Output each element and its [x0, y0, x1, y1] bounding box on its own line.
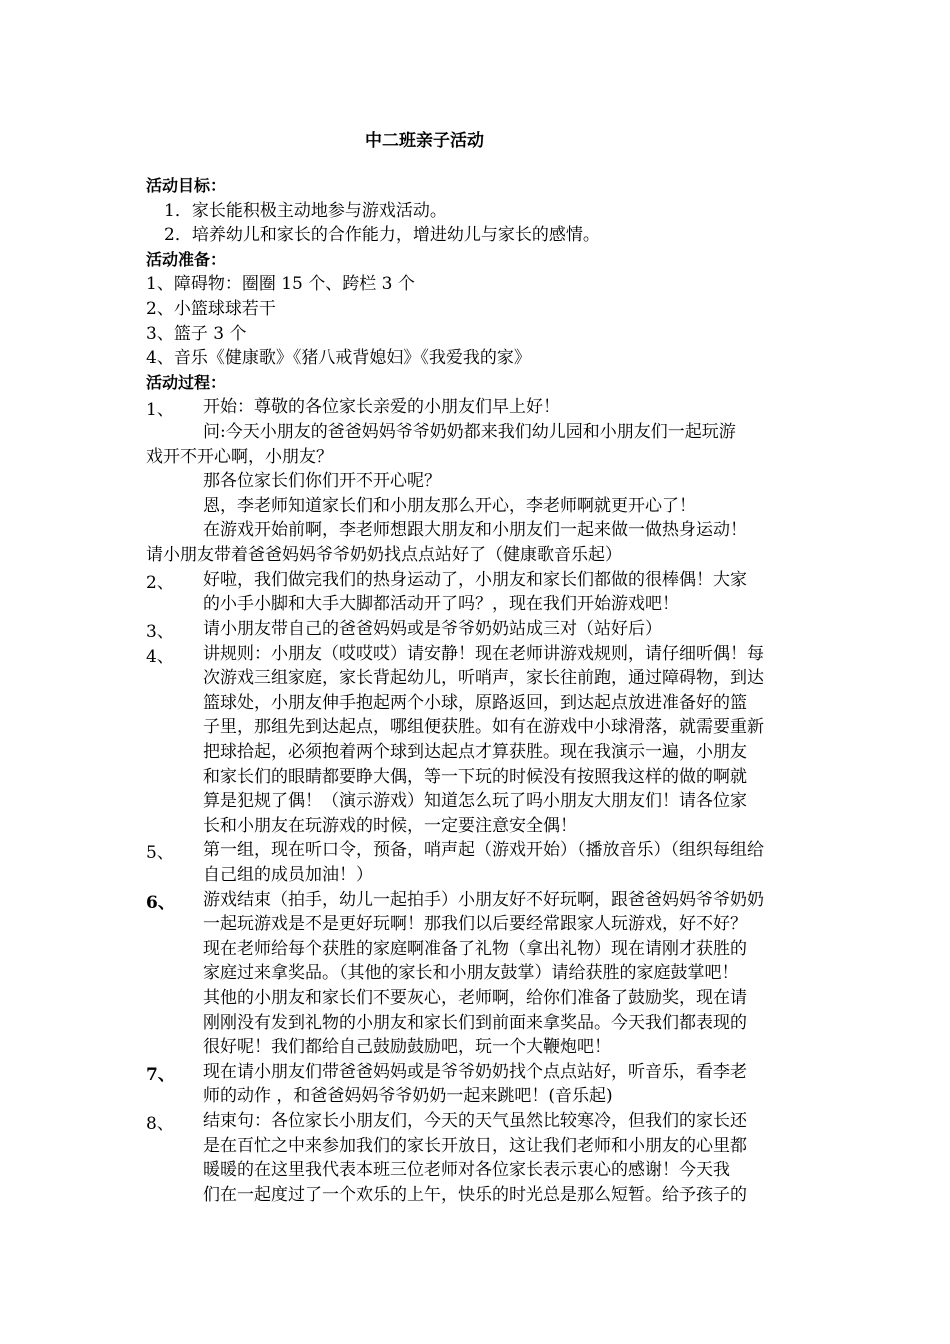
- document-title: 中二班亲子活动: [365, 131, 484, 151]
- goal-item: 1．家长能积极主动地参与游戏活动。: [164, 200, 447, 221]
- process-step-1: [146, 395, 814, 444]
- document-body: [146, 174, 814, 1207]
- step-line: 戏开不开心啊，小朋友？: [146, 446, 333, 467]
- step-line: 那各位家长们你们开不开心呢？: [203, 471, 441, 492]
- step-line: 篮球处，小朋友伸手抱起两个小球，原路返回，到达起点放进准备好的篮: [203, 692, 747, 713]
- step-line: 在游戏开始前啊，李老师想跟大朋友和小朋友们一起来做一做热身运动！: [203, 520, 747, 541]
- step-line: 暖暖的在这里我代表本班三位老师对各位家长表示衷心的感谢！今天我: [203, 1160, 730, 1181]
- step-line: 把球拾起，必须抱着两个球到达起点才算获胜。现在我演示一遍，小朋友: [203, 742, 747, 763]
- step-line: 刚刚没有发到礼物的小朋友和家长们到前面来拿奖品。今天我们都表现的: [203, 1012, 747, 1033]
- step-line: 的小手小脚和大手大脚都活动开了吗？，现在我们开始游戏吧！: [203, 594, 679, 615]
- step-line: 子里，那组先到达起点，哪组便获胜。如有在游戏中小球滑落，就需要重新: [203, 717, 764, 738]
- step-line: 次游戏三组家庭，家长背起幼儿，听哨声，家长往前跑，通过障碍物，到达: [203, 668, 764, 689]
- step-line: 算是犯规了偶！（演示游戏）知道怎么玩了吗小朋友大朋友们！请各位家: [203, 791, 747, 812]
- step-line: 开始：尊敬的各位家长亲爱的小朋友们早上好！: [203, 397, 560, 418]
- prep-heading: 活动准备：: [146, 249, 227, 269]
- step-line: 请小朋友带着爸爸妈妈爷爷奶奶找点点站好了（健康歌音乐起）: [146, 544, 622, 565]
- process-step-7: [146, 1060, 814, 1109]
- step-number: 8、: [146, 1113, 174, 1134]
- step-line: 其他的小朋友和家长们不要灰心，老师啊，给你们准备了鼓励奖，现在请: [203, 988, 747, 1008]
- step-line: 游戏结束（拍手，幼儿一起拍手）小朋友好不好玩啊，跟爸爸妈妈爷爷奶奶: [203, 889, 764, 910]
- step-number: 3、: [146, 621, 174, 642]
- step-line: 第一组，现在听口令，预备，哨声起（游戏开始）（播放音乐）（组织每组给: [203, 840, 764, 861]
- step-line: 结束句：各位家长小朋友们，今天的天气虽然比较寒冷，但我们的家长还: [203, 1110, 747, 1131]
- process-step-3: [146, 617, 814, 642]
- goal-item: 2．培养幼儿和家长的合作能力，增进幼儿与家长的感情。: [164, 225, 600, 246]
- step-line: 问:今天小朋友的爸爸妈妈爷爷奶奶都来我们幼儿园和小朋友们一起玩游: [203, 421, 736, 442]
- step-line: 们在一起度过了一个欢乐的上午，快乐的时光总是那么短暂。给予孩子的: [203, 1184, 747, 1205]
- step-line: 好啦，我们做完我们的热身运动了，小朋友和家长们都做的很棒偶！大家: [203, 569, 747, 590]
- step-number: 2、: [146, 572, 174, 593]
- step-line: 自己组的成员加油！）: [203, 865, 373, 886]
- step-line: 长和小朋友在玩游戏的时候，一定要注意安全偶！: [203, 815, 577, 836]
- process-step-8: [146, 1109, 814, 1207]
- step-line: 现在请小朋友们带爸爸妈妈或是爷爷奶奶找个点点站好，听音乐，看李老: [203, 1061, 747, 1082]
- step-number: 7、: [146, 1064, 175, 1085]
- step-line: 师的动作 ，和爸爸妈妈爷爷奶奶一起来跳吧！(音乐起): [203, 1086, 613, 1107]
- process-step-4: [146, 642, 814, 839]
- prep-item: 4、音乐《健康歌》《猪八戒背媳妇》《我爱我的家》: [146, 348, 531, 369]
- step-number: 4、: [146, 646, 174, 667]
- step-line: 家庭过来拿奖品。（其他的家长和小朋友鼓掌）请给获胜的家庭鼓掌吧！: [203, 963, 739, 984]
- step-number: 5、: [146, 843, 174, 864]
- prep-item: 1、障碍物：圈圈 15 个、跨栏 3 个: [146, 274, 415, 295]
- prep-item: 2、小篮球球若干: [146, 298, 276, 319]
- step-line: 很好呢！我们都给自己鼓励鼓励吧，玩一个大鞭炮吧！: [203, 1037, 611, 1058]
- step-line: 恩，李老师知道家长们和小朋友那么开心，李老师啊就更开心了！: [203, 495, 696, 516]
- step-line: 请小朋友带自己的爸爸妈妈或是爷爷奶奶站成三对（站好后）: [203, 618, 662, 639]
- prep-item: 3、篮子 3 个: [146, 323, 247, 344]
- process-step-5: [146, 838, 814, 887]
- step-number: 1、: [146, 400, 174, 421]
- step-line: 讲规则：小朋友（哎哎哎）请安静！现在老师讲游戏规则，请仔细听偶！每: [203, 643, 764, 664]
- process-heading: 活动过程：: [146, 372, 227, 392]
- process-step-6: [146, 888, 814, 1060]
- step-line: 一起玩游戏是不是更好玩啊！那我们以后要经常跟家人玩游戏，好不好？: [203, 914, 747, 935]
- process-step-2: [146, 568, 814, 617]
- step-line: 是在百忙之中来参加我们的家长开放日，这让我们老师和小朋友的心里都: [203, 1135, 747, 1156]
- step-line: 现在老师给每个获胜的家庭啊准备了礼物（拿出礼物）现在请刚才获胜的: [203, 938, 747, 959]
- step-number: 6、: [146, 892, 175, 913]
- goals-heading: 活动目标：: [146, 176, 227, 195]
- step-line: 和家长们的眼睛都要睁大偶，等一下玩的时候没有按照我这样的做的啊就: [203, 766, 747, 787]
